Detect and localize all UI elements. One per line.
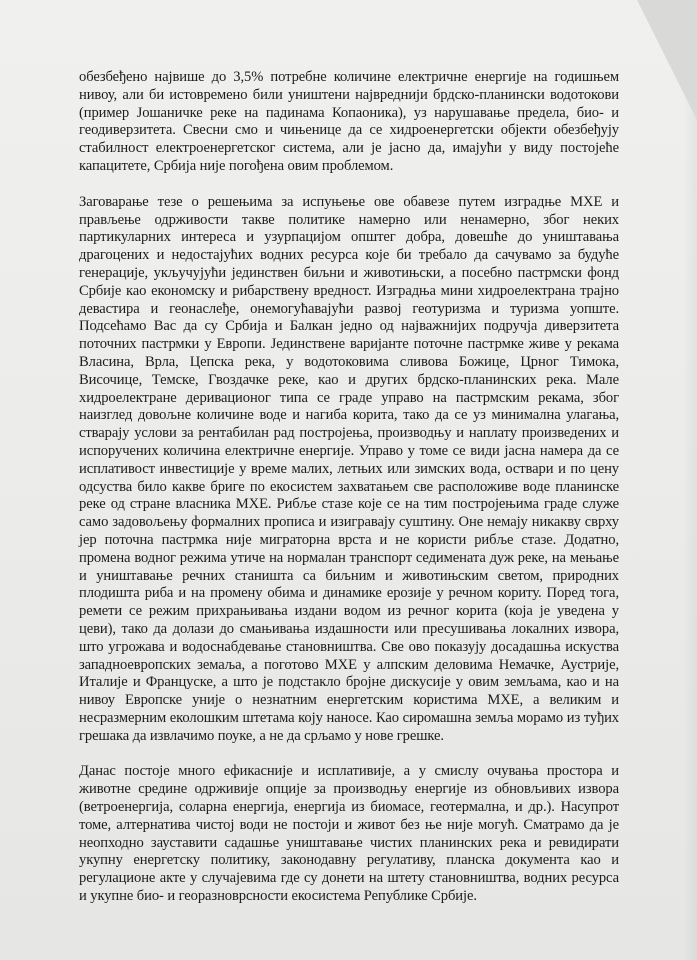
page-edge-shadow (683, 0, 697, 960)
text-line: регулационе акте у случајевима где су донети на штету становништва, водних ресурса (79, 870, 619, 887)
text-line: Височице, Темске, Гвоздачке реке, као и других брдско-планинских река. Мале (79, 371, 619, 388)
text-line: хидроелектране деривационог типа се граде управо на пастрмским рекама, због (79, 389, 619, 406)
text-line: плодишта риба и на промену обима и динамике ерозије у речном кориту. Поред тога, (79, 585, 619, 602)
text-line: поточних пастрмки у Европи. Јединствене варијанте поточне пастрмке живе у рекама (79, 336, 619, 353)
text-line: Заговарање тезе о решењима за испуњење ове обавезе путем изградње МХЕ и (79, 193, 619, 210)
text-line: ремети се режим прихрањивања издани водом из речног корита (која је уведена у (79, 603, 619, 620)
text-line: томе, алтернатива чистој води не постоји и живот без ње није могућ. Сматрамо да је (79, 816, 619, 833)
document-body (79, 69, 619, 906)
text-line: капацитете, Србија није погођена овим проблемом. (79, 157, 394, 174)
text-line: и уништавање речних станишта са биљним и животињским светом, природних (79, 567, 619, 584)
text-line: девастира и геонаслеђе, онемогућавајући развој геотуризма и туризма уопште. (79, 300, 619, 317)
text-line: (ветроенергија, соларна енергија, енергија из биомасе, геотермална, и др.). Насупрот (79, 799, 619, 816)
text-line: несразмерним еколошким штетама коју наносе. Као сиромашна земља морамо из туђих (79, 709, 619, 726)
text-line: укупну енергетску политику, законодавну регулативу, планска документа као и (79, 852, 619, 869)
text-line: Србије као економску и рибарствену вредност. Изградња мини хидроелектрана трајно (79, 282, 619, 299)
text-line: генерације, укључујући јединствен биљни и животињски, а посебно пастрмски фонд (79, 264, 619, 281)
text-line: западноевропских земаља, а поготово МХЕ у алпским деловима Немачке, Аустрије, (79, 656, 619, 673)
text-line: исплативост инвестиције у време малих, летњих или зимских вода, оствари и по цену (79, 460, 619, 477)
text-line: Власина, Врла, Цепска река, у водотоковима сливова Божице, Црног Тимока, (79, 353, 619, 370)
text-line: само задовољењу формалних прописа и изигравају суштину. Оне немају никакву сврху (79, 514, 619, 531)
text-line: обезбеђено највише до 3,5% потребне количине електричне енергије на годишњем (79, 69, 619, 85)
text-line: Подсећамо Вас да су Србија и Балкан једно од најважнијих подручја диверзитета (79, 318, 619, 335)
text-line: испоручених количина електричне енергије. Управо у томе се види јасна намера да се (79, 442, 619, 459)
text-line: партикуларних интереса и узурпацијом општег добра, довешће до уништавања (79, 229, 619, 246)
text-line: одсуства било какве бриге по екосистем захватањем све расположиве воде планинске (79, 478, 619, 495)
text-line: Италије и Француске, а што је подстакло бројне дискусије у овим земљама, као и на (79, 674, 619, 691)
text-line: нивоу Европске уније о незнатним енергетским користима МХЕ, а великим и (79, 692, 619, 709)
text-line: прављење одрживости такве политике намерно или ненамерно, због неких (79, 211, 619, 228)
paragraph-1 (79, 69, 619, 176)
text-line: нивоу, али би истовремено били уништени највреднији брдско-планински водотокови (79, 86, 619, 103)
text-line: (пример Јошаничке реке на падинама Копаоника), уз нарушавање предела, био- и (79, 104, 619, 121)
text-line: јер поточна пастрмка није миграторна врста и не користи рибље стазе. Додатно, (79, 531, 619, 548)
text-line: стварају услови за рентабилан рад постројења, производњу и наплату произведених и (79, 425, 619, 442)
text-line: и укупне био- и георазноврсности екосистема Републике Србије. (79, 888, 477, 905)
text-line: цеви), тако да долази до смањивања издашности или пресушивања локалних извора, (79, 620, 619, 637)
text-line: Данас постоје много ефикасније и исплативије, а у смислу очувања простора и (79, 763, 619, 780)
text-line: наизглед довољне количине воде и нагиба корита, тако да се уз минимална улагања, (79, 407, 619, 424)
text-line: стабилност електроенергетског система, али је јасно да, имајући у виду постојеће (79, 140, 619, 157)
paragraph-2 (79, 194, 619, 746)
text-line: животне средине одрживије опције за производњу енергије из обновљивих извора (79, 781, 619, 798)
text-line: реке од стране власника МХЕ. Рибље стазе које се на тим постројењима граде служе (79, 496, 619, 513)
page-corner-fold (637, 0, 697, 120)
text-line: што угрожава и водоснабдевање становништва. Све ово показују досадашња искуства (79, 638, 619, 655)
text-line: промена водног режима утиче на нормалан транспорт седимената дуж реке, на мењање (79, 549, 619, 566)
text-line: неопходно зауставити садашње уништавање чистих планинских река и ревидирати (79, 834, 619, 851)
text-line: грешака да извлачимо поуке, а не да срљамо у нове грешке. (79, 727, 444, 744)
text-line: геодиверзитета. Свесни смо и чињенице да се хидроенергетски објекти обезбеђују (79, 122, 619, 139)
paragraph-3 (79, 763, 619, 905)
text-line: драгоцених и недостајућих водних ресурса које би требало да сачувамо за будуће (79, 247, 619, 264)
